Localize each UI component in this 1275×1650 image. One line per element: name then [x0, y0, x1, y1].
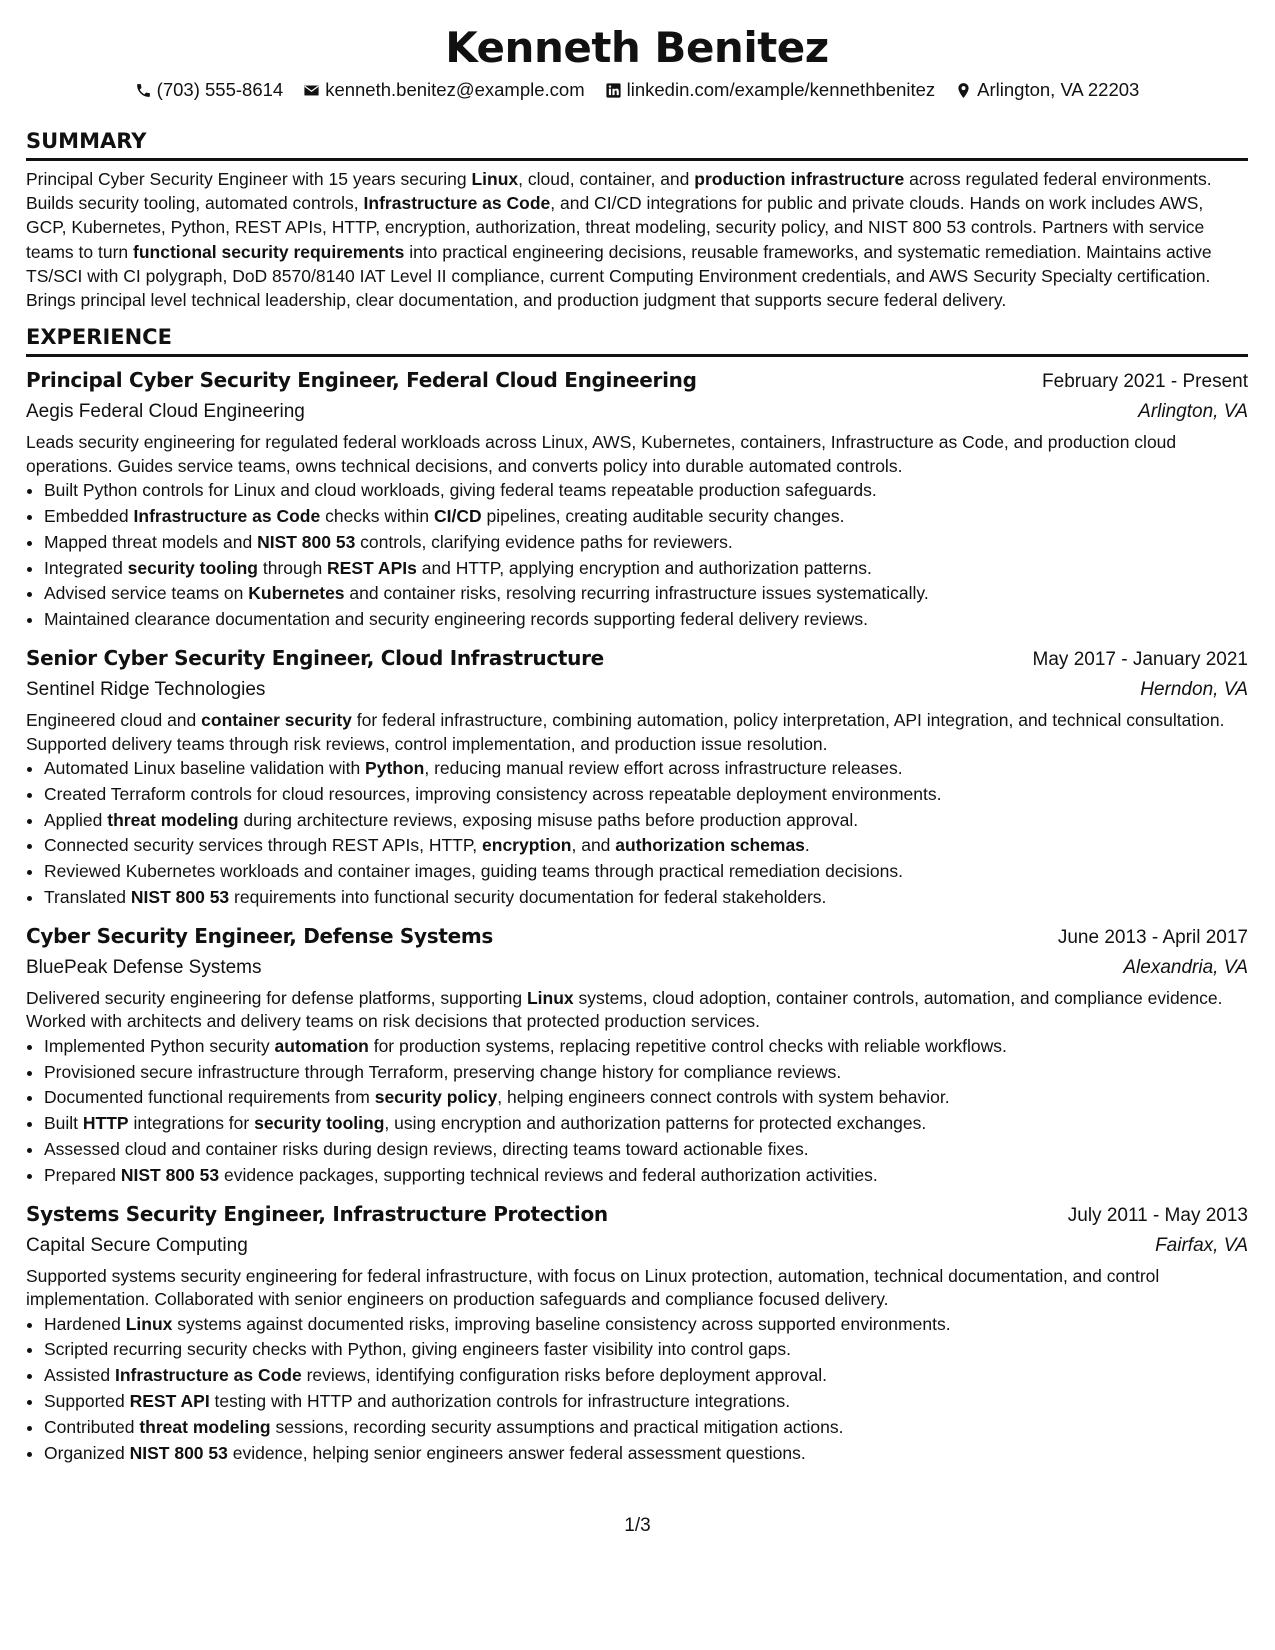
job-description: Supported systems security engineering for federal infrastructure, with focus on Linux protection, automation, technical documentation, and control implementation. Collaborated with senior engineers on production safeguards and compliance focused delivery. — [26, 1265, 1160, 1310]
bullet-item: • Embedded Infrastructure as Code checks within CI/CD pipelines, creating auditable security changes. — [44, 504, 1248, 530]
bold-keyword: NIST 800 53 — [257, 531, 356, 552]
bullet-item: • Assessed cloud and container risks during design reviews, directing teams toward actionable fixes. — [44, 1137, 1248, 1163]
linkedin-icon — [605, 82, 622, 99]
job-dates: June 2013 - April 2017 — [1057, 926, 1248, 948]
job-description: Delivered security engineering for defense platforms, supporting Linux systems, cloud adoption, container controls, automation, and compliance evidence. Worked with architects and delivery teams on risk decisions that protected production services. — [26, 987, 1223, 1032]
job-location: Arlington, VA — [1138, 401, 1248, 423]
job-entry-defense — [26, 921, 1248, 1189]
bold-keyword: threat modeling — [107, 809, 239, 830]
bullet-item: • Automated Linux baseline validation with Python, reducing manual review effort across infrastructure releases. — [44, 756, 1248, 782]
bold-keyword: Infrastructure as Code — [363, 193, 551, 214]
bold-keyword: security policy — [374, 1087, 498, 1108]
job-company: Aegis Federal Cloud Engineering — [26, 401, 305, 423]
experience-list — [26, 365, 1248, 1466]
email-text[interactable]: kenneth.benitez@example.com — [325, 79, 585, 100]
linkedin-text[interactable]: linkedin.com/example/kennethbenitez — [626, 79, 936, 100]
bold-keyword: Linux — [526, 987, 574, 1008]
bullet-item: • Advised service teams on Kubernetes and container risks, resolving recurring infrastructure issues systematically. — [44, 581, 1248, 607]
bold-keyword: Python — [365, 758, 425, 778]
bold-keyword: Kubernetes — [248, 583, 345, 604]
job-description: Leads security engineering for regulated federal workloads across Linux, AWS, Kubernetes, containers, Infrastructure as Code, and production cloud operations. Guides service teams, owns technical decisions, and converts policy into durable automated controls. — [26, 432, 1177, 476]
bold-keyword: NIST 800 53 — [130, 886, 230, 907]
job-entry-principal — [26, 365, 1248, 633]
bullet-item: • Hardened Linux systems against documented risks, improving baseline consistency across supported environments. — [44, 1312, 1248, 1338]
job-bullets — [26, 1034, 1248, 1189]
page-number: 1/3 — [624, 1515, 651, 1536]
job-bullets — [26, 1312, 1248, 1467]
bold-keyword: automation — [274, 1035, 369, 1056]
envelope-icon — [303, 82, 320, 99]
bold-keyword: CI/CD — [434, 506, 482, 527]
contact-bar — [26, 78, 1248, 102]
bold-keyword: NIST 800 53 — [129, 1442, 228, 1463]
bullet-item: • Maintained clearance documentation and security engineering records supporting federal delivery reviews. — [44, 607, 1248, 633]
bold-keyword: security tooling — [127, 557, 258, 578]
job-location: Alexandria, VA — [1123, 956, 1248, 978]
bullet-item: • Documented functional requirements from security policy, helping engineers connect controls with system behavior. — [44, 1085, 1248, 1111]
job-location: Fairfax, VA — [1155, 1234, 1248, 1256]
bullet-item: • Created Terraform controls for cloud resources, improving consistency across repeatable deployment environments. — [44, 782, 1248, 808]
bold-keyword: Linux — [125, 1313, 173, 1334]
job-title: Systems Security Engineer, Infrastructure Protection — [26, 1201, 608, 1226]
bullet-item: • Built Python controls for Linux and cloud workloads, giving federal teams repeatable production safeguards. — [44, 478, 1248, 504]
job-company: Sentinel Ridge Technologies — [26, 679, 266, 700]
job-bullets — [26, 756, 1248, 911]
bold-keyword: Linux — [471, 169, 519, 189]
map-pin-icon — [955, 82, 972, 99]
experience-heading: EXPERIENCE — [26, 324, 1248, 357]
bold-keyword: authorization schemas — [615, 835, 805, 856]
job-entry-senior — [26, 643, 1248, 911]
phone-text: (703) 555-8614 — [156, 79, 284, 100]
job-dates: July 2011 - May 2013 — [1067, 1204, 1248, 1226]
bullet-item: • Built HTTP integrations for security tooling, using encryption and authorization patterns for protected exchanges. — [44, 1111, 1248, 1137]
job-entry-systems — [26, 1199, 1248, 1467]
job-title: Senior Cyber Security Engineer, Cloud Infrastructure — [26, 646, 604, 670]
bold-keyword: encryption — [482, 835, 572, 856]
contact-phone — [135, 78, 284, 102]
contact-location — [955, 78, 1139, 102]
contact-email[interactable] — [303, 78, 584, 102]
bullet-item: • Applied threat modeling during architecture reviews, exposing misuse paths before production approval. — [44, 808, 1248, 834]
summary-heading: SUMMARY — [26, 128, 1248, 161]
bold-keyword: container security — [201, 710, 352, 730]
job-dates: May 2017 - January 2021 — [1032, 649, 1248, 670]
bullet-item: • Implemented Python security automation for production systems, replacing repetitive control checks with reliable workflows. — [44, 1034, 1248, 1060]
bullet-item: • Reviewed Kubernetes workloads and container images, guiding teams through practical remediation decisions. — [44, 859, 1248, 885]
bullet-item: • Integrated security tooling through REST APIs and HTTP, applying encryption and authorization patterns. — [44, 556, 1248, 582]
summary-text: Principal Cyber Security Engineer with 15 years securing Linux, cloud, container, and production infrastructure across regulated federal environments. Builds security tooling, automated controls, Infrastructure as Code, and CI/CD integrations for public and private clouds. Hands on work includes AWS, GCP, Kubernetes, Python, REST APIs, HTTP, encryption, authorization, threat modeling, security policy, and NIST 800 53 controls. Partners with service teams to turn functional security requirements into practical engineering decisions, reusable frameworks, and systematic remediation. Maintains active TS/SCI with CI polygraph, DoD 8570/8140 IAT Level II compliance, current Computing Environment credentials, and AWS Security Specialty certification. Brings principal level technical leadership, clear documentation, and production judgment that supports secure federal delivery. — [26, 169, 1212, 311]
bullet-item: • Scripted recurring security checks with Python, giving engineers faster visibility into control gaps. — [44, 1337, 1248, 1363]
contact-linkedin[interactable] — [605, 78, 936, 102]
bullet-item: • Supported REST API testing with HTTP and authorization controls for infrastructure integrations. — [44, 1389, 1248, 1415]
job-title: Cyber Security Engineer, Defense Systems — [26, 923, 494, 948]
job-company: Capital Secure Computing — [26, 1234, 248, 1256]
bullet-item: • Provisioned secure infrastructure through Terraform, preserving change history for compliance reviews. — [44, 1060, 1248, 1086]
bold-keyword: REST APIs — [327, 557, 417, 578]
resume-page — [26, 0, 1248, 1650]
bold-keyword: Infrastructure as Code — [133, 506, 321, 527]
bold-keyword: threat modeling — [139, 1416, 271, 1437]
bullet-item: • Contributed threat modeling sessions, recording security assumptions and practical mitigation actions. — [44, 1415, 1248, 1441]
phone-icon — [135, 82, 152, 99]
bold-keyword: Infrastructure as Code — [115, 1365, 302, 1386]
bullet-item: • Connected security services through REST APIs, HTTP, encryption, and authorization schemas. — [44, 833, 1248, 859]
bullet-item: • Mapped threat models and NIST 800 53 controls, clarifying evidence paths for reviewers. — [44, 530, 1248, 556]
job-company: BluePeak Defense Systems — [26, 956, 262, 978]
bold-keyword: REST API — [129, 1390, 210, 1411]
bullet-item: • Assisted Infrastructure as Code reviews, identifying configuration risks before deployment approval. — [44, 1363, 1248, 1389]
job-title: Principal Cyber Security Engineer, Federal Cloud Engineering — [26, 368, 697, 393]
bullet-item: • Organized NIST 800 53 evidence, helping senior engineers answer federal assessment questions. — [44, 1441, 1248, 1467]
bold-keyword: production infrastructure — [694, 169, 905, 189]
job-description: Engineered cloud and container security for federal infrastructure, combining automation, policy interpretation, API integration, and technical consultation. Supported delivery teams through risk reviews, control implementation, and production issue resolution. — [26, 710, 1225, 754]
bullet-item: • Prepared NIST 800 53 evidence packages, supporting technical reviews and federal authorization activities. — [44, 1163, 1248, 1189]
bold-keyword: NIST 800 53 — [120, 1164, 220, 1185]
bold-keyword: security tooling — [254, 1113, 385, 1134]
candidate-name: Kenneth Benitez — [445, 23, 829, 72]
bold-keyword: HTTP — [82, 1113, 129, 1134]
bold-keyword: functional security requirements — [133, 241, 405, 262]
job-location: Herndon, VA — [1140, 679, 1248, 700]
job-dates: February 2021 - Present — [1042, 371, 1248, 393]
job-bullets — [26, 478, 1248, 633]
bullet-item: • Translated NIST 800 53 requirements into functional security documentation for federal stakeholders. — [44, 885, 1248, 911]
location-text: Arlington, VA 22203 — [977, 79, 1140, 100]
